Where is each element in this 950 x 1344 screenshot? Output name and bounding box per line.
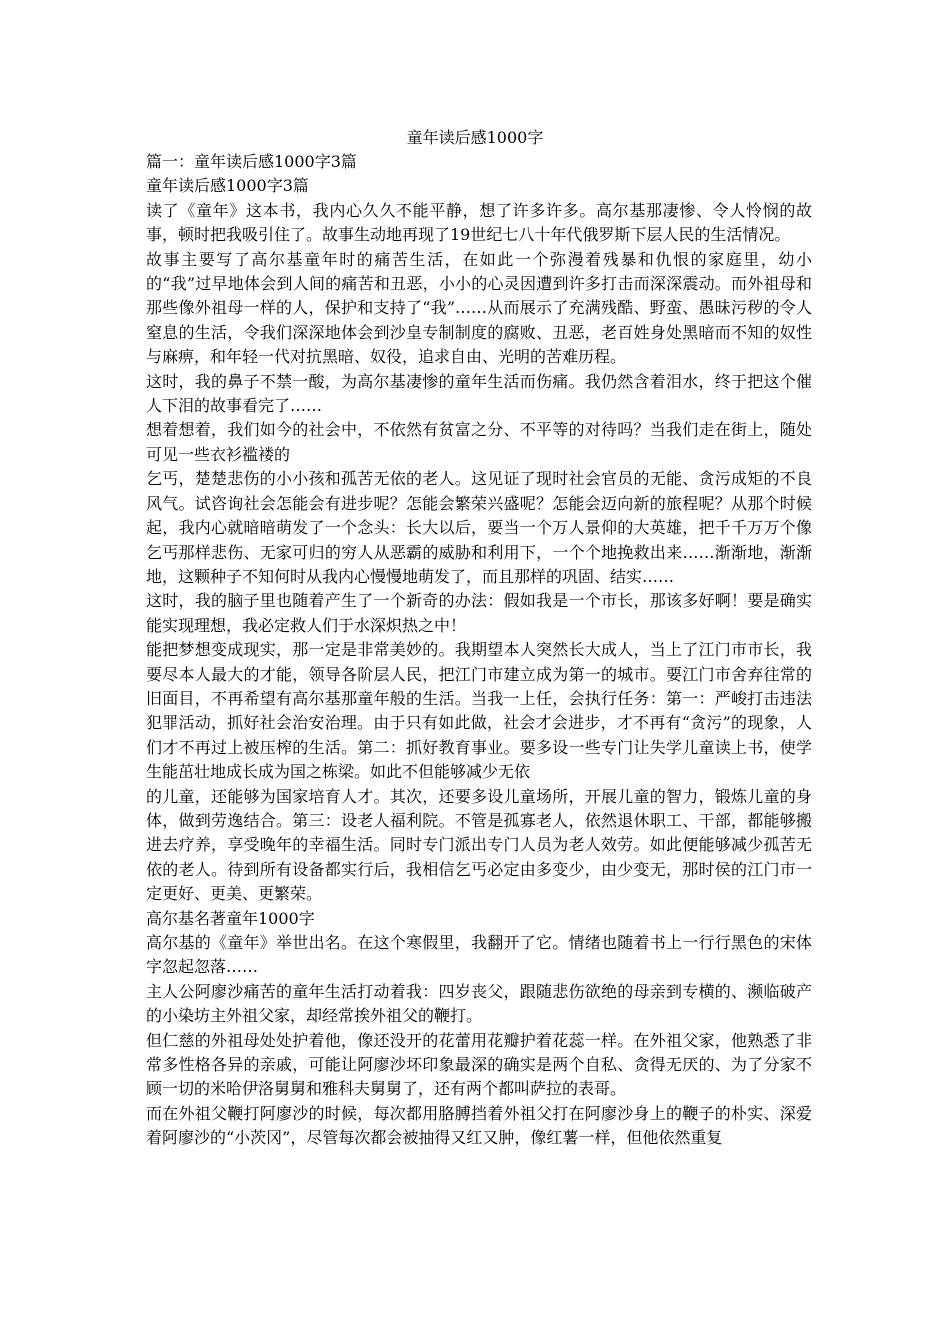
paragraph: 乞丐，楚楚悲伤的小小孩和孤苦无依的老人。这见证了现时社会官员的无能、贪污成矩的不良风气。试咨询社会怎能会有进步呢？怎能会繁荣兴盛呢？怎能会迈向新的旅程呢？从那个时候起，我内心就暗暗萌发了一个念头：长大以后，要当一个万人景仰的大英雄，把千千万万个像乞丐那样悲伤、无家可归的穷人从恶霸的威胁和利用下，一个个地挽救出来……渐渐地，渐渐地，这颗种子不知何时从我内心慢慢地萌发了，而且那样的巩固、结实……: [146, 469, 812, 586]
paragraph: 这时，我的鼻子不禁一酸，为高尔基凄惨的童年生活而伤痛。我仍然含着泪水，终于把这个催人下泪的故事看完了……: [146, 371, 812, 416]
paragraph: 高尔基名著童年1000字: [146, 908, 315, 928]
paragraph: 的儿童，还能够为国家培育人才。其次，还要多设儿童场所，开展儿童的智力，锻炼儿童的身体，做到劳逸结合。第三：设老人福利院。不管是孤寡老人，依然退休职工、干部，都能够搬进去疗养，享受晚年的幸福生活。同时专门派出专门人员为老人效劳。如此便能够减少孤苦无依的老人。待到所有设备都实行后，我相信乞丐必定由多变少，由少变无，那时侯的江门市一定更好、更美、更繁荣。: [146, 786, 812, 904]
document-body: [146, 150, 812, 1151]
paragraph: 童年读后感1000字3篇: [146, 176, 309, 196]
paragraph: 读了《童年》这本书，我内心久久不能平静，想了许多许多。高尔基那凄惨、令人怜悯的故事，顿时把我吸引住了。故事生动地再现了19世纪七八十年代俄罗斯下层人民的生活情况。: [146, 200, 812, 245]
paragraph: 主人公阿廖沙痛苦的童年生活打动着我：四岁丧父，跟随悲伤欲绝的母亲到专横的、濒临破产的小染坊主外祖父家，却经常挨外祖父的鞭打。: [146, 981, 812, 1026]
paragraph: 这时，我的脑子里也随着产生了一个新奇的办法：假如我是一个市长，那该多好啊！要是确实能实现理想，我必定救人们于水深炽热之中！: [146, 591, 812, 635]
paragraph: 但仁慈的外祖母处处护着他，像还没开的花蕾用花瓣护着花蕊一样。在外祖父家，他熟悉了非常多性格各异的亲戚，可能让阿廖沙坏印象最深的确实是两个自私、贪得无厌的、为了分家不顾一切的米哈伊洛舅舅和雅科夫舅舅了，还有两个都叫萨拉的表哥。: [146, 1030, 812, 1099]
paragraph: 能把梦想变成现实，那一定是非常美妙的。我期望本人突然长大成人，当上了江门市市长，我要尽本人最大的才能，领导各阶层人民，把江门市建立成为第一的城市。要江门市舍弃往常的旧面目，不再希望有高尔基那童年般的生活。当我一上任，会执行任务：第一：严峻打击违法犯罪活动，抓好社会治安治理。由于只有如此做，社会才会进步，才不再有“贪污”的现象，人们才不再过上被压榨的生活。第二：抓好教育事业。要多设一些专门让失学儿童读上书，使学生能茁壮地成长成为国之栋梁。如此不但能够减少无依: [146, 640, 812, 782]
paragraph: 而在外祖父鞭打阿廖沙的时候，每次都用胳膊挡着外祖父打在阿廖沙身上的鞭子的朴实、深爱着阿廖沙的“小茨冈”，尽管每次都会被抽得又红又肿，像红薯一样，但他依然重复: [146, 1103, 812, 1148]
paragraph: 篇一：童年读后感1000字3篇: [146, 152, 357, 171]
paragraph: 故事主要写了高尔基童年时的痛苦生活，在如此一个弥漫着残暴和仇恨的家庭里，幼小的“我”过早地体会到人间的痛苦和丑恶，小小的心灵因遭到许多打击而深深震动。而外祖母和那些像外祖母一样的人，保护和支持了“我”……从而展示了充满残酷、野蛮、愚昧污秽的令人窒息的生活，令我们深深地体会到沙皇专制制度的腐败、丑恶，老百姓身处黑暗而不知的奴性与麻痹，和年轻一代对抗黑暗、奴役，追求自由、光明的苦难历程。: [146, 249, 812, 367]
paragraph: 想着想着，我们如今的社会中，不依然有贫富之分、不平等的对待吗？当我们走在街上，随处可见一些衣衫褴褛的: [146, 420, 812, 464]
paragraph: 高尔基的《童年》举世出名。在这个寒假里，我翻开了它。情绪也随着书上一行行黑色的宋体字忽起忽落……: [146, 933, 812, 977]
document-title: 童年读后感1000字: [406, 128, 544, 147]
